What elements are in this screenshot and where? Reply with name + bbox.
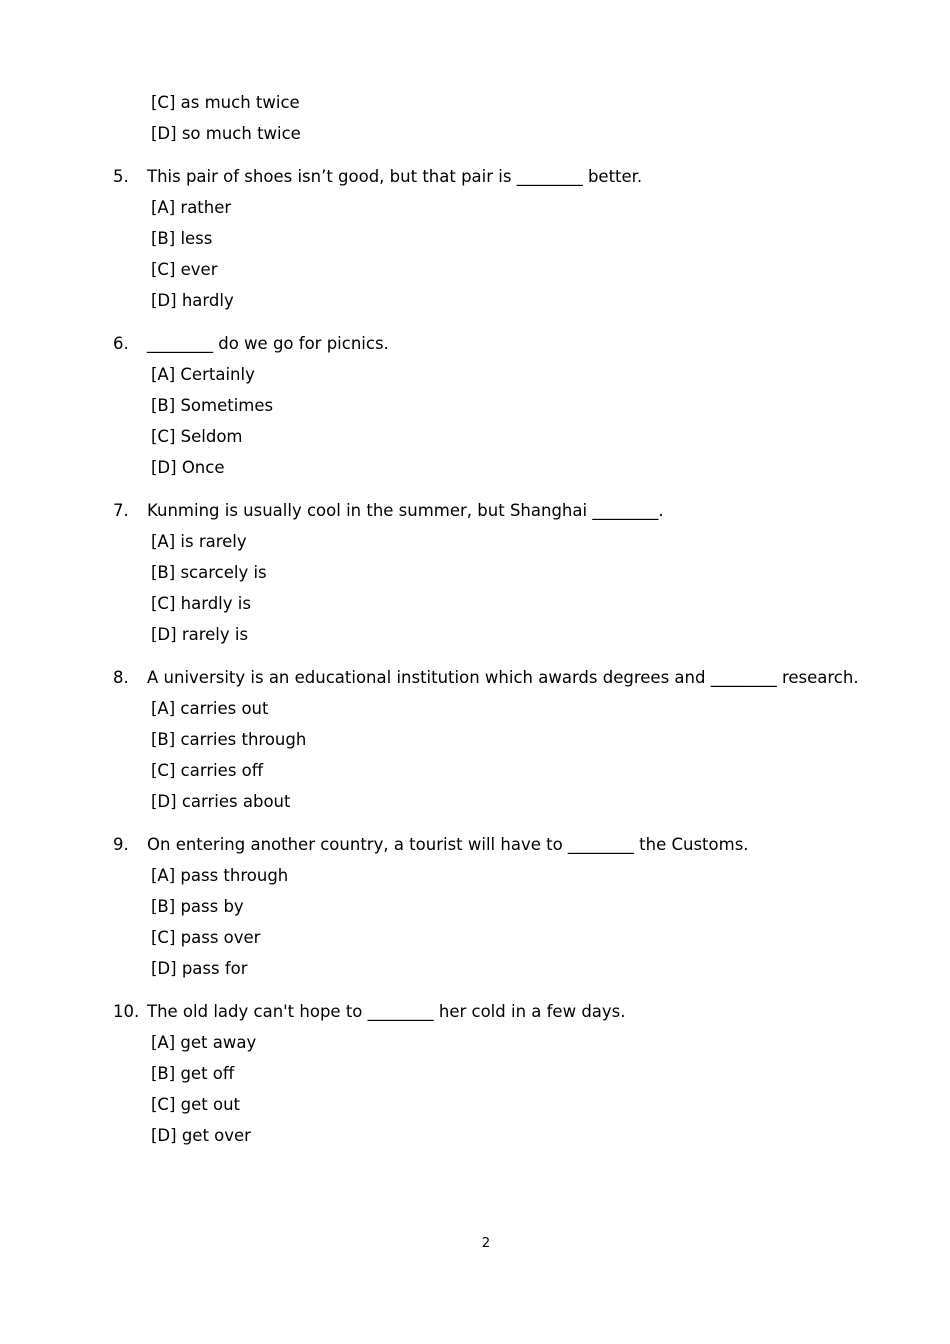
option-item: [B] scarcely is: [151, 563, 267, 582]
question-number: 8.: [113, 668, 129, 687]
option-item: [C] pass over: [151, 928, 261, 947]
option-item: [A] pass through: [151, 866, 289, 885]
option-item: [A] Certainly: [151, 365, 255, 384]
question-number: 7.: [113, 501, 129, 520]
question-number: 6.: [113, 334, 129, 353]
option-item: [C] Seldom: [151, 427, 243, 446]
option-item: [B] get off: [151, 1064, 235, 1083]
option-item: [D] hardly: [151, 291, 234, 310]
option-item: [C] hardly is: [151, 594, 251, 613]
question-block-6: [113, 332, 861, 480]
question-item: [113, 833, 861, 857]
option-item: [C] get out: [151, 1095, 241, 1114]
option-item: [B] Sometimes: [151, 396, 274, 415]
option-item: [A] carries out: [151, 699, 269, 718]
question-item: [113, 666, 861, 690]
option-item: [C] carries off: [151, 761, 264, 780]
option-item: [D] rarely is: [151, 625, 249, 644]
question-number: 10.: [113, 1002, 140, 1021]
question-item: [113, 1000, 861, 1024]
page-number: 2: [481, 1236, 491, 1251]
continued-options: [113, 91, 861, 146]
question-item: [113, 332, 861, 356]
option-item: [D] so much twice: [151, 124, 301, 143]
option-item: [D] get over: [151, 1126, 251, 1145]
question-block-8: [113, 666, 861, 814]
question-item: [113, 499, 861, 523]
option-item: [A] is rarely: [151, 532, 247, 551]
question-block-9: [113, 833, 861, 981]
question-number: 5.: [113, 167, 129, 186]
option-item: [D] carries about: [151, 792, 291, 811]
option-item: [A] rather: [151, 198, 232, 217]
question-text: The old lady can't hope to ________ her cold in a few days.: [147, 1002, 626, 1021]
option-item: [D] pass for: [151, 959, 248, 978]
option-item: [A] get away: [151, 1033, 257, 1052]
option-item: [B] less: [151, 229, 213, 248]
option-item: [B] pass by: [151, 897, 244, 916]
option-item: [D] Once: [151, 458, 225, 477]
option-item: [B] carries through: [151, 730, 307, 749]
question-block-10: [113, 1000, 861, 1148]
question-text: Kunming is usually cool in the summer, but Shanghai ________.: [147, 501, 664, 520]
question-text: A university is an educational institution which awards degrees and ________ research.: [147, 668, 859, 687]
option-item: [C] as much twice: [151, 93, 300, 112]
question-number: 9.: [113, 835, 129, 854]
question-text: This pair of shoes isn’t good, but that pair is ________ better.: [147, 167, 643, 186]
question-block-5: [113, 165, 861, 313]
document-body: [113, 91, 861, 1155]
question-block-7: [113, 499, 861, 647]
question-text: ________ do we go for picnics.: [147, 334, 389, 353]
question-item: [113, 165, 861, 189]
option-item: [C] ever: [151, 260, 218, 279]
question-text: On entering another country, a tourist will have to ________ the Customs.: [147, 835, 749, 854]
